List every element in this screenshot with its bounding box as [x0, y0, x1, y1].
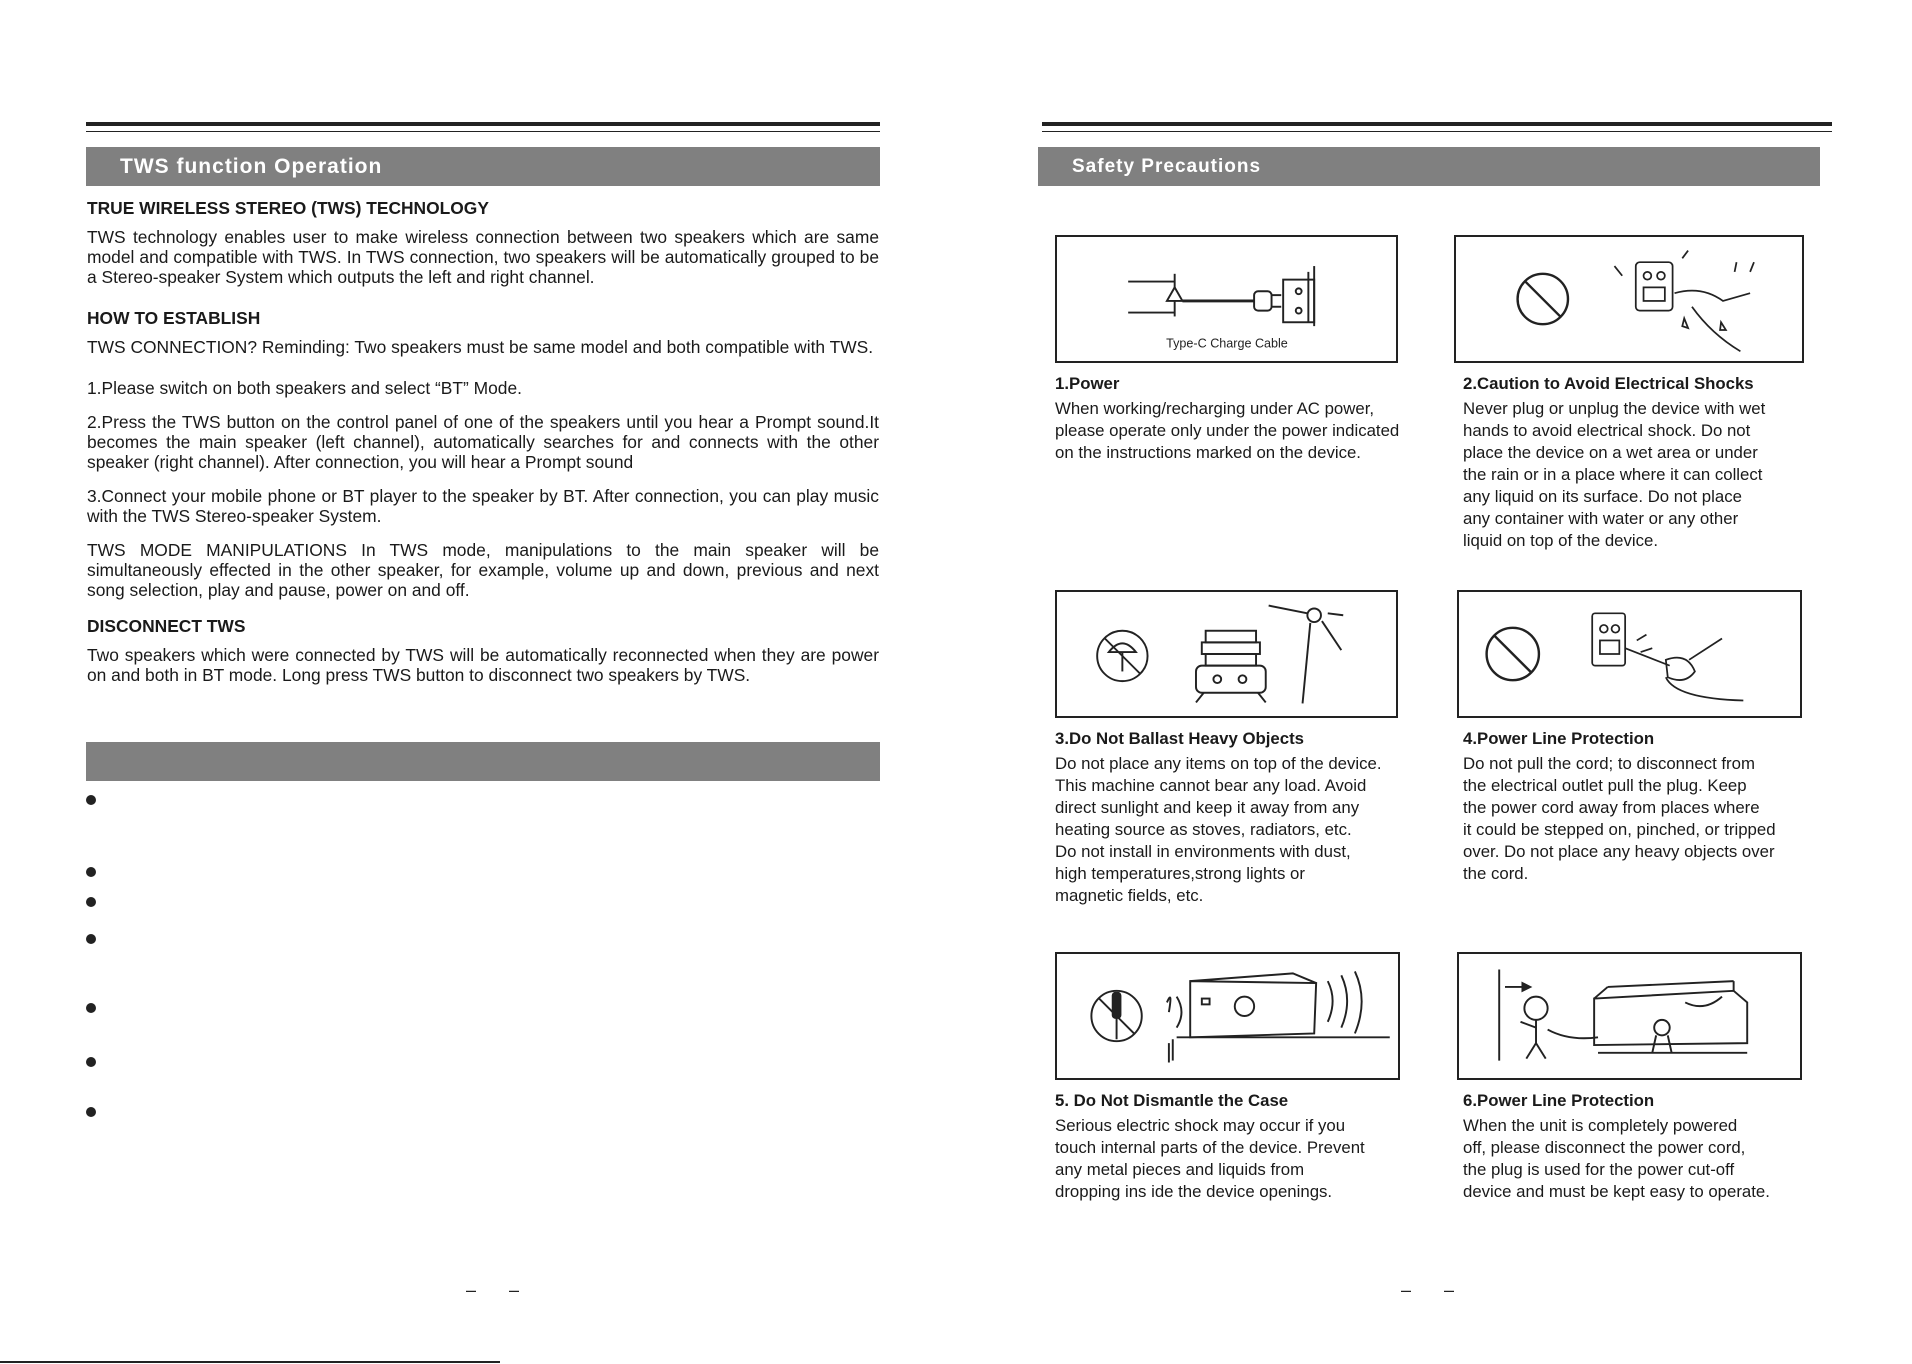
power-line-illustration — [1459, 592, 1800, 716]
bullet — [86, 934, 96, 944]
figure-heavy-objects — [1055, 590, 1398, 718]
figure-electrical-shock — [1454, 235, 1804, 363]
top-rule — [86, 122, 880, 132]
safety-item-body: Never plug or unplug the device with wet hands to avoid electrical shock. Do not place the device on a wet area or under the rain or in a place where it can collect any liquid on its surface. Do not place any container with water or any other liquid on top of the device. — [1463, 399, 1766, 550]
safety-item-title: 2.Caution to Avoid Electrical Shocks — [1463, 374, 1754, 393]
heading-tws-technology: TRUE WIRELESS STEREO (TWS) TECHNOLOGY — [87, 198, 489, 218]
bullet — [86, 867, 96, 877]
bullet — [86, 1107, 96, 1117]
power-off-illustration — [1459, 954, 1800, 1078]
power-cable-illustration — [1057, 237, 1396, 361]
safety-item-title: 5. Do Not Dismantle the Case — [1055, 1091, 1289, 1110]
dismantle-illustration — [1057, 954, 1398, 1078]
safety-item-body: When working/recharging under AC power, please operate only under the power indicated on the instructions marked on the device. — [1055, 399, 1400, 462]
safety-item-title: 4.Power Line Protection — [1463, 729, 1655, 748]
safety-item-dismantle — [1055, 1090, 1435, 1203]
section-bar-blank — [86, 742, 880, 781]
right-page — [956, 0, 1912, 1364]
bullet — [86, 795, 96, 805]
fig1-caption: Type-C Charge Cable — [1166, 336, 1288, 351]
safety-item-body: Serious electric shock may occur if you touch internal parts of the device. Prevent any metal pieces and liquids from dropping ins ide the device openings. — [1055, 1116, 1365, 1201]
safety-item-title: 6.Power Line Protection — [1463, 1091, 1655, 1110]
safety-item-title: 3.Do Not Ballast Heavy Objects — [1055, 729, 1305, 748]
step-1: 1.Please switch on both speakers and select “BT” Mode. — [87, 378, 522, 398]
bottom-rule — [0, 1361, 500, 1363]
bullet — [86, 1003, 96, 1013]
safety-item-heavy-objects — [1055, 728, 1435, 907]
bullet-list — [86, 795, 106, 1135]
figure-dismantle — [1055, 952, 1400, 1080]
top-rule — [1042, 122, 1832, 132]
safety-item-power-line — [1463, 728, 1863, 885]
safety-item-power-off — [1463, 1090, 1863, 1203]
step-2: 2.Press the TWS button on the control panel of one of the speakers until you hear a Prompt sound.It becomes the main speaker (left channel), automatically searches for and connects with the other speaker (right channel). After connection, you will hear a Prompt sound — [87, 412, 879, 472]
section-title-tws: TWS function Operation — [86, 147, 880, 186]
heavy-objects-illustration — [1057, 592, 1396, 716]
tws-content — [87, 198, 879, 699]
safety-item-power — [1055, 373, 1435, 464]
para-disconnect: Two speakers which were connected by TWS will be automatically reconnected when they are power on and both in BT mode. Long press TWS button to disconnect two speakers by TWS. — [87, 645, 879, 685]
figure-power — [1055, 235, 1398, 363]
section-title-safety: Safety Precautions — [1038, 147, 1820, 186]
figure-power-off — [1457, 952, 1802, 1080]
para-establish: TWS CONNECTION? Reminding: Two speakers must be same model and both compatible with TWS. — [87, 337, 874, 357]
bullet — [86, 897, 96, 907]
safety-item-title: 1.Power — [1055, 374, 1120, 393]
figure-power-line — [1457, 590, 1802, 718]
page-number: – – — [466, 1280, 534, 1300]
heading-how-to-establish: HOW TO ESTABLISH — [87, 308, 261, 328]
safety-item-body: Do not pull the cord; to disconnect from the electrical outlet pull the plug. Keep the power cord away from places where it could be stepped on, pinched, or tripped over. Do not place any heavy objects over the cord. — [1463, 754, 1776, 883]
bullet — [86, 1057, 96, 1067]
safety-item-body: Do not place any items on top of the device. This machine cannot bear any load. Avoid direct sunlight and keep it away from any heating source as stoves, radiators, etc. Do not install in environments with dust, high temperatures,strong lights or magnetic fields, etc. — [1055, 754, 1382, 905]
step-3: 3.Connect your mobile phone or BT player to the speaker by BT. After connection, you can play music with the TWS Stereo-speaker System. — [87, 486, 879, 526]
para-manipulations: TWS MODE MANIPULATIONS In TWS mode, manipulations to the main speaker will be simultaneously effected in the other speaker, for example, volume up and down, previous and next song selection, play and pause, power on and off. — [87, 540, 879, 600]
para-tws-technology: TWS technology enables user to make wireless connection between two speakers which are same model and compatible with TWS. In TWS connection, two speakers will be automatically grouped to be a Stereo-speaker System which outputs the left and right channel. — [87, 227, 879, 287]
electric-shock-illustration — [1456, 237, 1802, 361]
heading-disconnect-tws: DISCONNECT TWS — [87, 616, 246, 636]
safety-item-electrical-shocks — [1463, 373, 1863, 552]
safety-item-body: When the unit is completely powered off, please disconnect the power cord, the plug is used for the power cut-off device and must be kept easy to operate. — [1463, 1116, 1770, 1201]
page-number: – – — [1401, 1280, 1469, 1300]
